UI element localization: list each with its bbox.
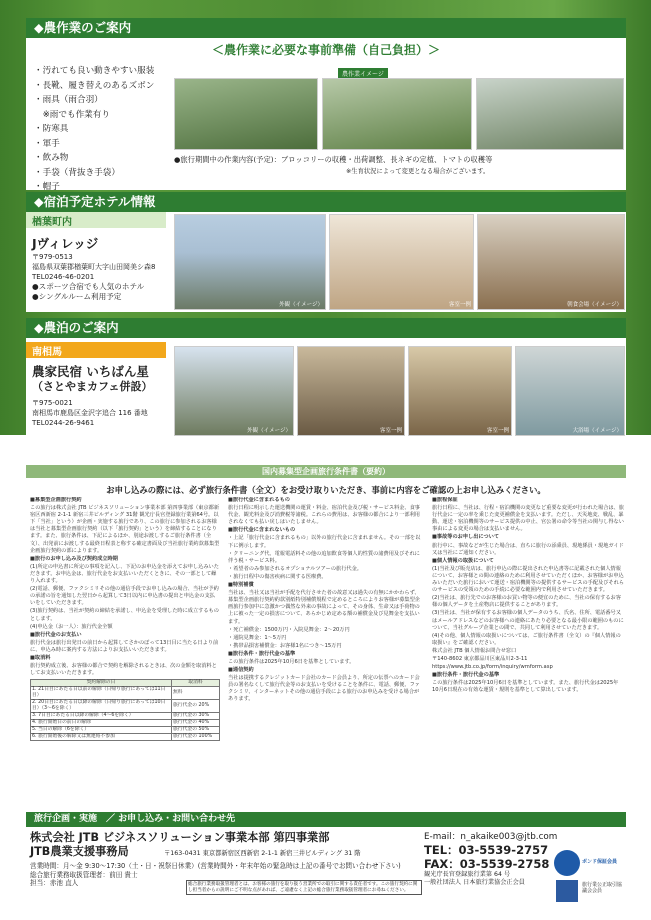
terms-text: (3)旅行契約は、当社が契約の締結を承諾し、申込金を受理した時に成立するものとします。	[30, 608, 219, 622]
farm-photo-2	[322, 78, 472, 150]
fair-trade-logo-label: 旅行業公正取引協議会会員	[582, 882, 623, 894]
terms-text: ・携帯品損害補償金：お客様1名につき～15万円	[228, 642, 342, 649]
farmstay-photo-bath	[515, 346, 625, 436]
prep-item: ・帽子	[34, 182, 60, 192]
terms-text: ■取消料	[30, 654, 51, 661]
table-row	[31, 727, 220, 734]
terms-text: ■旅行条件・旅行代金の基準	[228, 650, 296, 657]
prep-item: ・防寒具	[34, 124, 69, 134]
farm-image-label: 農作業イメージ	[338, 68, 388, 79]
table-header: 取消料	[172, 680, 220, 687]
prep-item: ・汚れても良い動きやすい服装	[34, 66, 155, 76]
terms-text: 当社は、当社又は当社が手配を代行させた者の故意又は過失の有無にかかわらず、募集型企画旅行契約約款別紙特別補償規程で定めるところによりお客様が募集型企画旅行参加中に急激かつ偶然な外来の事故によって、その身体、生命又は手荷物の上に被った一定の損害について、あらかじめ定める額の補償金及び見舞金を支払います。	[228, 590, 420, 625]
terms-text: ■通信契約	[228, 667, 254, 674]
farmstay-zip: 〒975-0021	[32, 399, 73, 407]
terms-text: ・旅行日程中の傷害疾病に関する医療費。	[228, 573, 327, 580]
terms-text: ・クリーニング代、電報電話料その他の追加飲食等個人的性質の諸費用及びそれに伴う税・サービス料。	[228, 550, 420, 564]
farm-photo-3	[476, 78, 624, 150]
table-cell: 旅行代金の 40%	[172, 720, 220, 727]
prep-item: ・長靴、履き替えのあるズボン	[34, 80, 155, 91]
terms-text: ■旅行代金に含まれるもの	[228, 497, 290, 503]
hotel-section-header: ◆宿泊予定ホテル情報	[26, 192, 626, 212]
photo-caption: 大浴場（イメージ）	[572, 428, 622, 434]
table-cell: 無料	[172, 687, 220, 700]
fair-trade-logo-icon	[556, 880, 578, 902]
farmstay-address: 南相馬市鹿島区金沢字追合 116 番地	[32, 409, 148, 417]
farmstay-section	[26, 338, 626, 438]
terms-text: ■事故等のお申し出について	[432, 534, 500, 541]
terms-text: 当社は提携するクレジットカード会社のカード会員より、所定の伝票へのカード会員の署名なくして旅行代金等のお支払いを受けることを条件に、電話、郵便、ファクシミリ、インターネットその他の通信手段による旅行のお申込みを受ける場合があります。	[228, 675, 420, 703]
table-cell: 4. 旅行開始日の前日の解除	[31, 720, 172, 727]
footer-bar: 旅行企画・実施 ／ お申し込み・お問い合わせ先	[26, 812, 626, 827]
terms-text: ■募集型企画旅行契約	[30, 497, 82, 503]
terms-text: ■旅程保証	[432, 497, 458, 503]
farm-work-line: ●旅行期間中の作業内容(予定)：ブロッコリーの収穫・出荷調整、長ネギの定植、トマトの収穫等	[174, 155, 493, 164]
terms-text: ・死亡補償金：1500万円・入院見舞金：2～20万円	[228, 626, 350, 633]
hotel-tel: TEL0246-46-0201	[32, 273, 95, 281]
terms-text: ・上記「旅行代金に含まれるもの」以外の旅行代金に含まれません。その一部を以下に例示します。	[228, 535, 421, 549]
hotel-photo-room	[329, 214, 474, 310]
table-cell: 旅行代金の 50%	[172, 727, 220, 734]
farmstay-name: 農家民宿 いちばん星	[32, 364, 149, 379]
table-cell: 1. 21日目にあたる日以前の解除（日帰り旅行にあっては11日目）	[31, 687, 172, 700]
farmstay-photo-room-1	[297, 346, 405, 436]
right-contact	[424, 831, 557, 887]
staff: 担当：赤池 直人	[30, 879, 79, 887]
terms-text: ■個人情報の取扱について	[432, 557, 494, 564]
prep-item: ・軍手	[34, 138, 60, 149]
farmstay-area-tag: 南相馬	[26, 342, 166, 358]
table-cell: 3. 7日目にあたる日以降の解除（4～6を除く）	[31, 713, 172, 720]
tel-number[interactable]: TEL：03-5539-2757	[424, 843, 549, 857]
farm-work-note: ※生育状況によって変更となる場合がございます。	[346, 168, 490, 175]
hotel-feature: ●スポーツ合宿でも人気のホテル	[32, 282, 145, 291]
table-cell: 旅行代金の 30%	[172, 713, 220, 720]
terms-text: 旅行中に、事故などが生じた場合は、直ちに旅行の添乗員、現地係員・現地ガイド又は当社にご通知ください。	[432, 542, 624, 556]
hotel-address: 福島県双葉郡楢葉町大字山田岡美シ森8	[32, 263, 156, 271]
office-address: 〒163-0431 東京都新宿区西新宿 2-1-1 新宿三井ビルディング 31 階	[164, 850, 361, 857]
photo-caption: 外観（イメージ）	[279, 302, 323, 308]
farm-subheader: ＜農作業に必要な事前準備（自己負担）＞	[211, 43, 440, 57]
terms-text: (4)その他、個人情報の取扱いについては、ご旅行条件書（全文）の『個人情報の取扱い』をご確認ください。	[432, 632, 621, 646]
table-cell: 2. 20日目にあたる日以降の解除（日帰り旅行にあっては10日目）（3～6を除く）	[31, 700, 172, 713]
terms-text: (1)当社及び販売店は、旅行申込の際に提出された申込書等に記載された個人情報について、お客様との間の連絡のために利用させていただくほか、お客様がお申込みいただいた旅行において運送・宿泊機関等の提供するサービスの手配及びそれらのサービスの受領のための手続に必要な範囲内で利用させていただきます。	[432, 565, 624, 594]
photo-caption: 外観（イメージ）	[247, 428, 291, 434]
farmstay-photo-room-2	[408, 346, 512, 436]
terms-text: ■特別補償	[228, 582, 254, 589]
prep-list	[34, 64, 154, 195]
prep-item: ・飲み物	[34, 153, 69, 163]
table-row	[31, 720, 220, 727]
hotel-area-tag: 楢葉町内	[26, 212, 166, 228]
photo-caption: 客室一例	[379, 428, 402, 434]
photo-caption: 客室一例	[448, 302, 471, 308]
table-row	[31, 680, 220, 687]
company-name: 株式会社 JTB ビジネスソリューション事業本部 第四事業部	[30, 831, 330, 844]
table-row	[31, 700, 220, 713]
farmstay-tel: TEL0244-26-9461	[32, 419, 95, 427]
terms-text: この旅行は株式会社 JTB ビジネスソリューション事業本部 第四事業部（東京都新宿区西新宿 2-1-1 新宿三井ビルディング 31階 観光庁長官登録旅行業第64号。以下「当社」という）が企画・実施する旅行であり、この旅行に参加されるお客様は当社と募集型企画旅行契約（以下「旅行契約」という）を締結することになります。また、旅行条件は、下記によるほか、別途お渡しするご旅行条件書（全文）、出発前にお渡しする最終日程表と称する確定書面及び当社旅行業約款募集型企画旅行契約の部によります。	[30, 505, 220, 554]
terms-text: 旅行日程に、当社は、行程・宿泊機関の変更など重要な変更が行われた場合は、旅行代金に一定の率を乗じた変更補償金を支払います。ただし、天災地変、戦乱、暴動、運送・宿泊機関等のサービス提供の中止、官公署の命令等当社の関与し得ない事由による変更の場合は支払いません。	[432, 505, 624, 533]
table-cell: 旅行代金の 100%	[172, 734, 220, 741]
hotel-section	[26, 212, 626, 312]
farm-photo-1	[174, 78, 318, 150]
terms-lead: お申し込みの際には、必ず旅行条件書（全文）をお受け取りいただき、事前に内容をご確認の上お申し込みください。	[106, 485, 546, 495]
cancel-fee-table	[30, 679, 220, 741]
terms-text: 株式会社 JTB 個人情報お問合せ窓口	[432, 647, 517, 654]
prep-item: ・手袋（背抜き手袋）	[34, 167, 120, 178]
table-cell: 旅行代金の 20%	[172, 700, 220, 713]
terms-text: この旅行条件は2025年10月6日を基準としています。また、旅行代金は2025年10月6日現在の有効な運賃・規則を基準として算出しています。	[432, 680, 619, 694]
farmstay-section-header: ◆農泊のご案内	[26, 318, 626, 338]
terms-text: (2)電話、郵便、ファクシミリその他の通信手段でお申し込みの場合、当社が予約の承諾の旨を通知した翌日から起算して3日以内に申込書の提出と申込金の支払いをしていただきます。	[30, 586, 219, 607]
terms-text: (1)所定の申込書に所定の事項を記入し、下記のお申込金を添えてお申し込みいただきます。お申込金は、旅行代金をお支払いいただくときに、その一部として繰り入れます。	[30, 563, 219, 585]
email-link[interactable]: E-mail：n_akaike003@jtb.com	[424, 832, 558, 842]
terms-text: (3)当社は、当社が保有するお客様の個人データのうち、氏名、住所、電話番号又はメールアドレスなどのお客様への連絡にあたり必要となる最小限の範囲のものについて、当社グループ企業との間で、共同して利用させていただきます。	[432, 610, 624, 631]
terms-text: この旅行条件は2025年10月6日を基準としています。	[228, 658, 355, 665]
bond-logo-icon	[554, 850, 580, 876]
farm-section	[26, 38, 626, 190]
fax-number: FAX：03-5539-2758	[424, 857, 550, 871]
hotel-info	[32, 252, 155, 302]
table-row	[31, 734, 220, 741]
farmstay-photo-exterior	[174, 346, 294, 436]
terms-text: ■旅行のお申し込み及び契約成立時期	[30, 555, 118, 562]
terms-text: https://www.jtb.co.jp/form/inquiry/wmform.asp	[432, 664, 553, 671]
terms-text: (4)申込金（お一人）：旅行代金全額	[30, 623, 113, 630]
table-cell: 6. 旅行開始後の解除又は無連絡不参加	[31, 734, 172, 741]
terms-text: ・通院見舞金：1～5万円	[228, 634, 287, 641]
table-cell: 5. 当日の解除（6を除く）	[31, 727, 172, 734]
terms-text: ・希望者のみ参加されるオプショナルツアーの旅行代金。	[228, 565, 362, 572]
registration-1: 観光庁長官登録旅行業第 64 号	[424, 871, 511, 878]
manager-note: 総合旅行業務取扱管理者とは、お客様の旅行を取り扱う営業所での取引に関する責任者です。この旅行契約に関し担当者からの説明にご不明な点があれば、ご遠慮なく上記の総合旅行業務取扱管理者にお尋ねください。	[186, 880, 422, 895]
farmstay-name-sub: （さとやまカフェ併設）	[32, 380, 153, 393]
terms-text: ■旅行条件・旅行代金の基準	[432, 672, 500, 679]
farm-section-header: ◆農作業のご案内	[26, 18, 626, 38]
manager: 総合旅行業務取扱管理者：前田 貴士	[30, 870, 138, 879]
terms-text: ■旅行代金のお支払い	[30, 631, 82, 638]
terms-column-1	[30, 497, 220, 809]
terms-title: 国内募集型企画旅行条件書（要約）	[26, 465, 626, 478]
terms-text: 旅行代金は旅行出発日の前日から起算してさかのぼって13日目に当たる日より前に、申込み時に案内する方法によりお支払いいただきます。	[30, 639, 219, 653]
table-row	[31, 713, 220, 720]
hotel-feature: ●シングルルーム利用予定	[32, 292, 122, 301]
hotel-name: Jヴィレッジ	[32, 236, 99, 251]
farmstay-info	[32, 398, 148, 428]
table-header: 契約解除の日	[31, 680, 172, 687]
registration-2: 一般社団法人 日本旅行業協会正会員	[424, 879, 525, 886]
prep-item: ・雨具（雨合羽）	[34, 95, 103, 105]
terms-text: 旅行日程に明示した運送機関の運賃・料金、宿泊代金及び税・サービス料金、食事代金、観光料金及び消費税等諸税。これらの費用は、お客様の都合により一部利用されなくても払い戻しはいたしません。	[228, 505, 420, 526]
terms-text: (2)当社は、旅行先でのお客様のお買い物等の便宜のために、当社の保有するお客様の個人データを土産物店に提供することがあります。	[432, 595, 621, 609]
business-hours: 営業時間：月～金 9:30～17:30（土・日・祝祭日休業）(営業時間外・年末年始の緊急時は上記の番号でお問い合わせ下さい)	[30, 862, 401, 870]
table-row	[31, 687, 220, 700]
terms-text: 旅行契約成立後、お客様の都合で契約を解除されるときは、次の金額を取消料としてお支払いいただきます。	[30, 663, 217, 677]
hotel-zip: 〒979-0513	[32, 253, 73, 261]
hotel-photo-exterior	[174, 214, 326, 310]
terms-column-3	[432, 497, 624, 809]
hotel-photo-dining	[477, 214, 625, 310]
photo-caption: 朝食会場（イメージ）	[567, 302, 622, 308]
bond-logo-label: ボンド保証会員	[582, 859, 618, 865]
terms-column-2	[228, 497, 424, 809]
photo-caption: 客室一例	[486, 428, 509, 434]
terms-text: ■旅行代金に含まれないもの	[228, 527, 296, 534]
terms-text: 〒140-8602 東京都品川区東品川2-3-11	[432, 655, 528, 662]
office-name: JTB農業支援事務局	[30, 845, 129, 858]
prep-item: ※雨でも作業有り	[34, 109, 110, 120]
